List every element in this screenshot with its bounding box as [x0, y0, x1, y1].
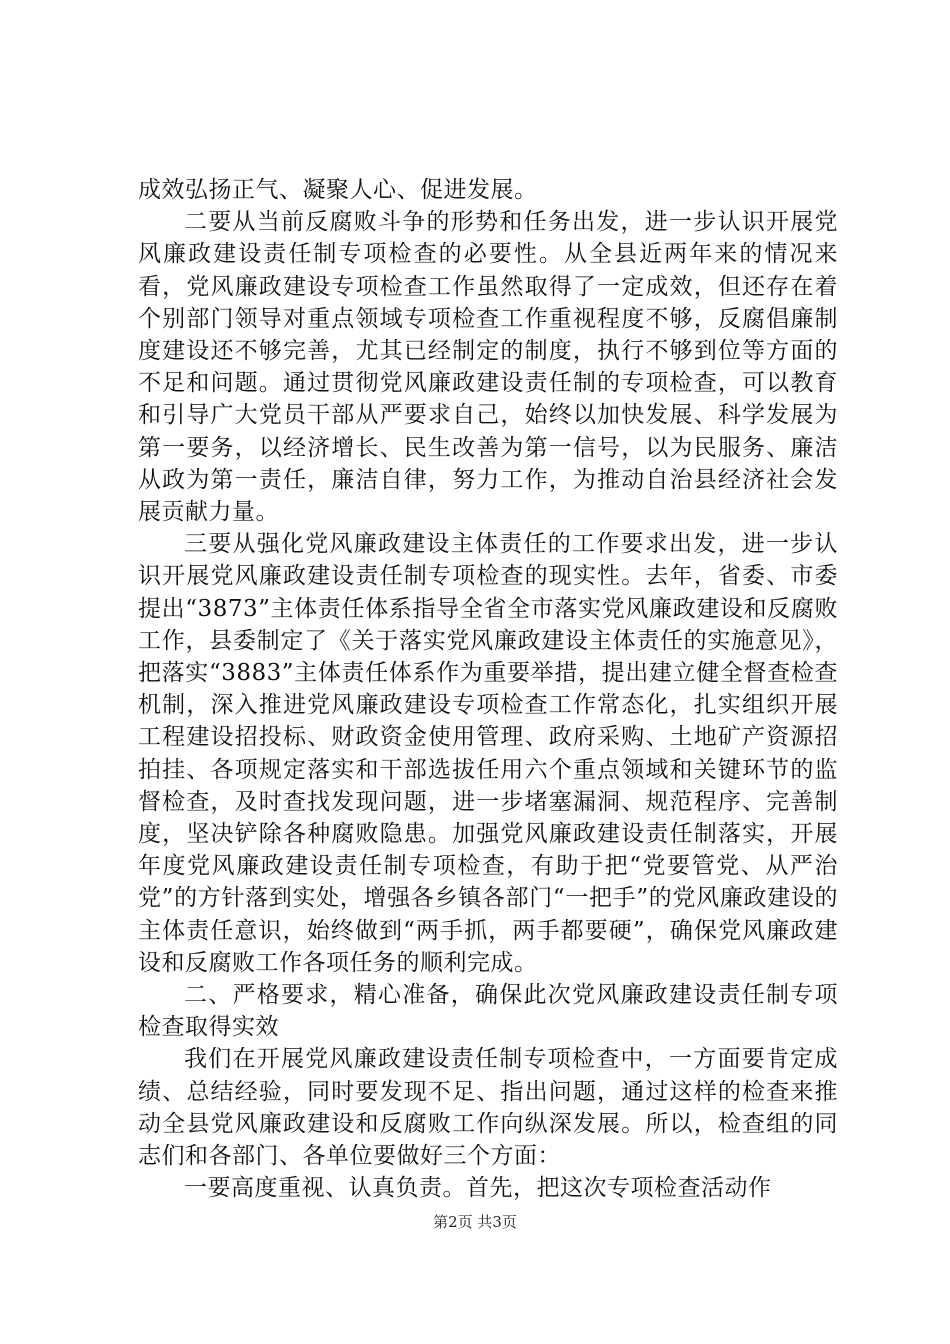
paragraph-3: 三要从强化党风廉政建设主体责任的工作要求出发，进一步认识开展党风廉政建设责任制专项检查的现实性。去年，省委、市委提出“3873”主体责任体系指导全省全市落实党风廉政建设和反腐败工作，县委制定了《关于落实党风廉政建设主体责任的实施意见》，把落实“3883”主体责任体系作为重要举措，提出建立健全督查检查机制，深入推进党风廉政建设专项检查工作常态化，扎实组织开展工程建设招投标、财政资金使用管理、政府采购、土地矿产资源招拍挂、各项规定落实和干部选拔任用六个重点领域和关键环节的监督检查，及时查找发现问题，进一步堵塞漏洞、规范程序、完善制度，坚决铲除各种腐败隐患。加强党风廉政建设责任制落实，开展年度党风廉政建设责任制专项检查，有助于把“党要管党、从严治党”的方针落到实处，增强各乡镇各部门“一把手”的党风廉政建设的主体责任意识，始终做到“两手抓，两手都要硬”，确保党风廉政建设和反腐败工作各项任务的顺利完成。 — [138, 531, 838, 976]
paragraph-1: 成效弘扬正气、凝聚人心、促进发展。 — [138, 177, 538, 203]
page-number: 第2页 共3页 — [433, 1213, 517, 1231]
section-heading: 二、严格要求，精心准备，确保此次党风廉政建设责任制专项检查取得实效 — [138, 982, 838, 1041]
paragraph-2: 二要从当前反腐败斗争的形势和任务出发，进一步认识开展党风廉政建设责任制专项检查的必要性。从全县近两年来的情况来看，党风廉政建设专项检查工作虽然取得了一定成效，但还存在着个别部门领导对重点领域专项检查工作重视程度不够，反腐倡廉制度建设还不够完善，尤其已经制定的制度，执行不够到位等方面的不足和问题。通过贯彻党风廉政建设责任制的专项检查，可以教育和引导广大党员干部从严要求自己，始终以加快发展、科学发展为第一要务，以经济增长、民生改善为第一信号，以为民服务、廉洁从政为第一责任，廉洁自律，努力工作，为推动自治县经济社会发展贡献力量。 — [138, 209, 838, 526]
paragraph-6: 一要高度重视、认真负责。首先，把这次专项检查活动作 — [184, 1175, 772, 1202]
paragraph-5: 我们在开展党风廉政建设责任制专项检查中，一方面要肯定成绩、总结经验，同时要发现不足、指出问题，通过这样的检查来推动全县党风廉政建设和反腐败工作向纵深发展。所以，检查组的同志们和各部门、各单位要做好三个方面： — [138, 1046, 838, 1170]
document-body — [138, 174, 838, 1205]
